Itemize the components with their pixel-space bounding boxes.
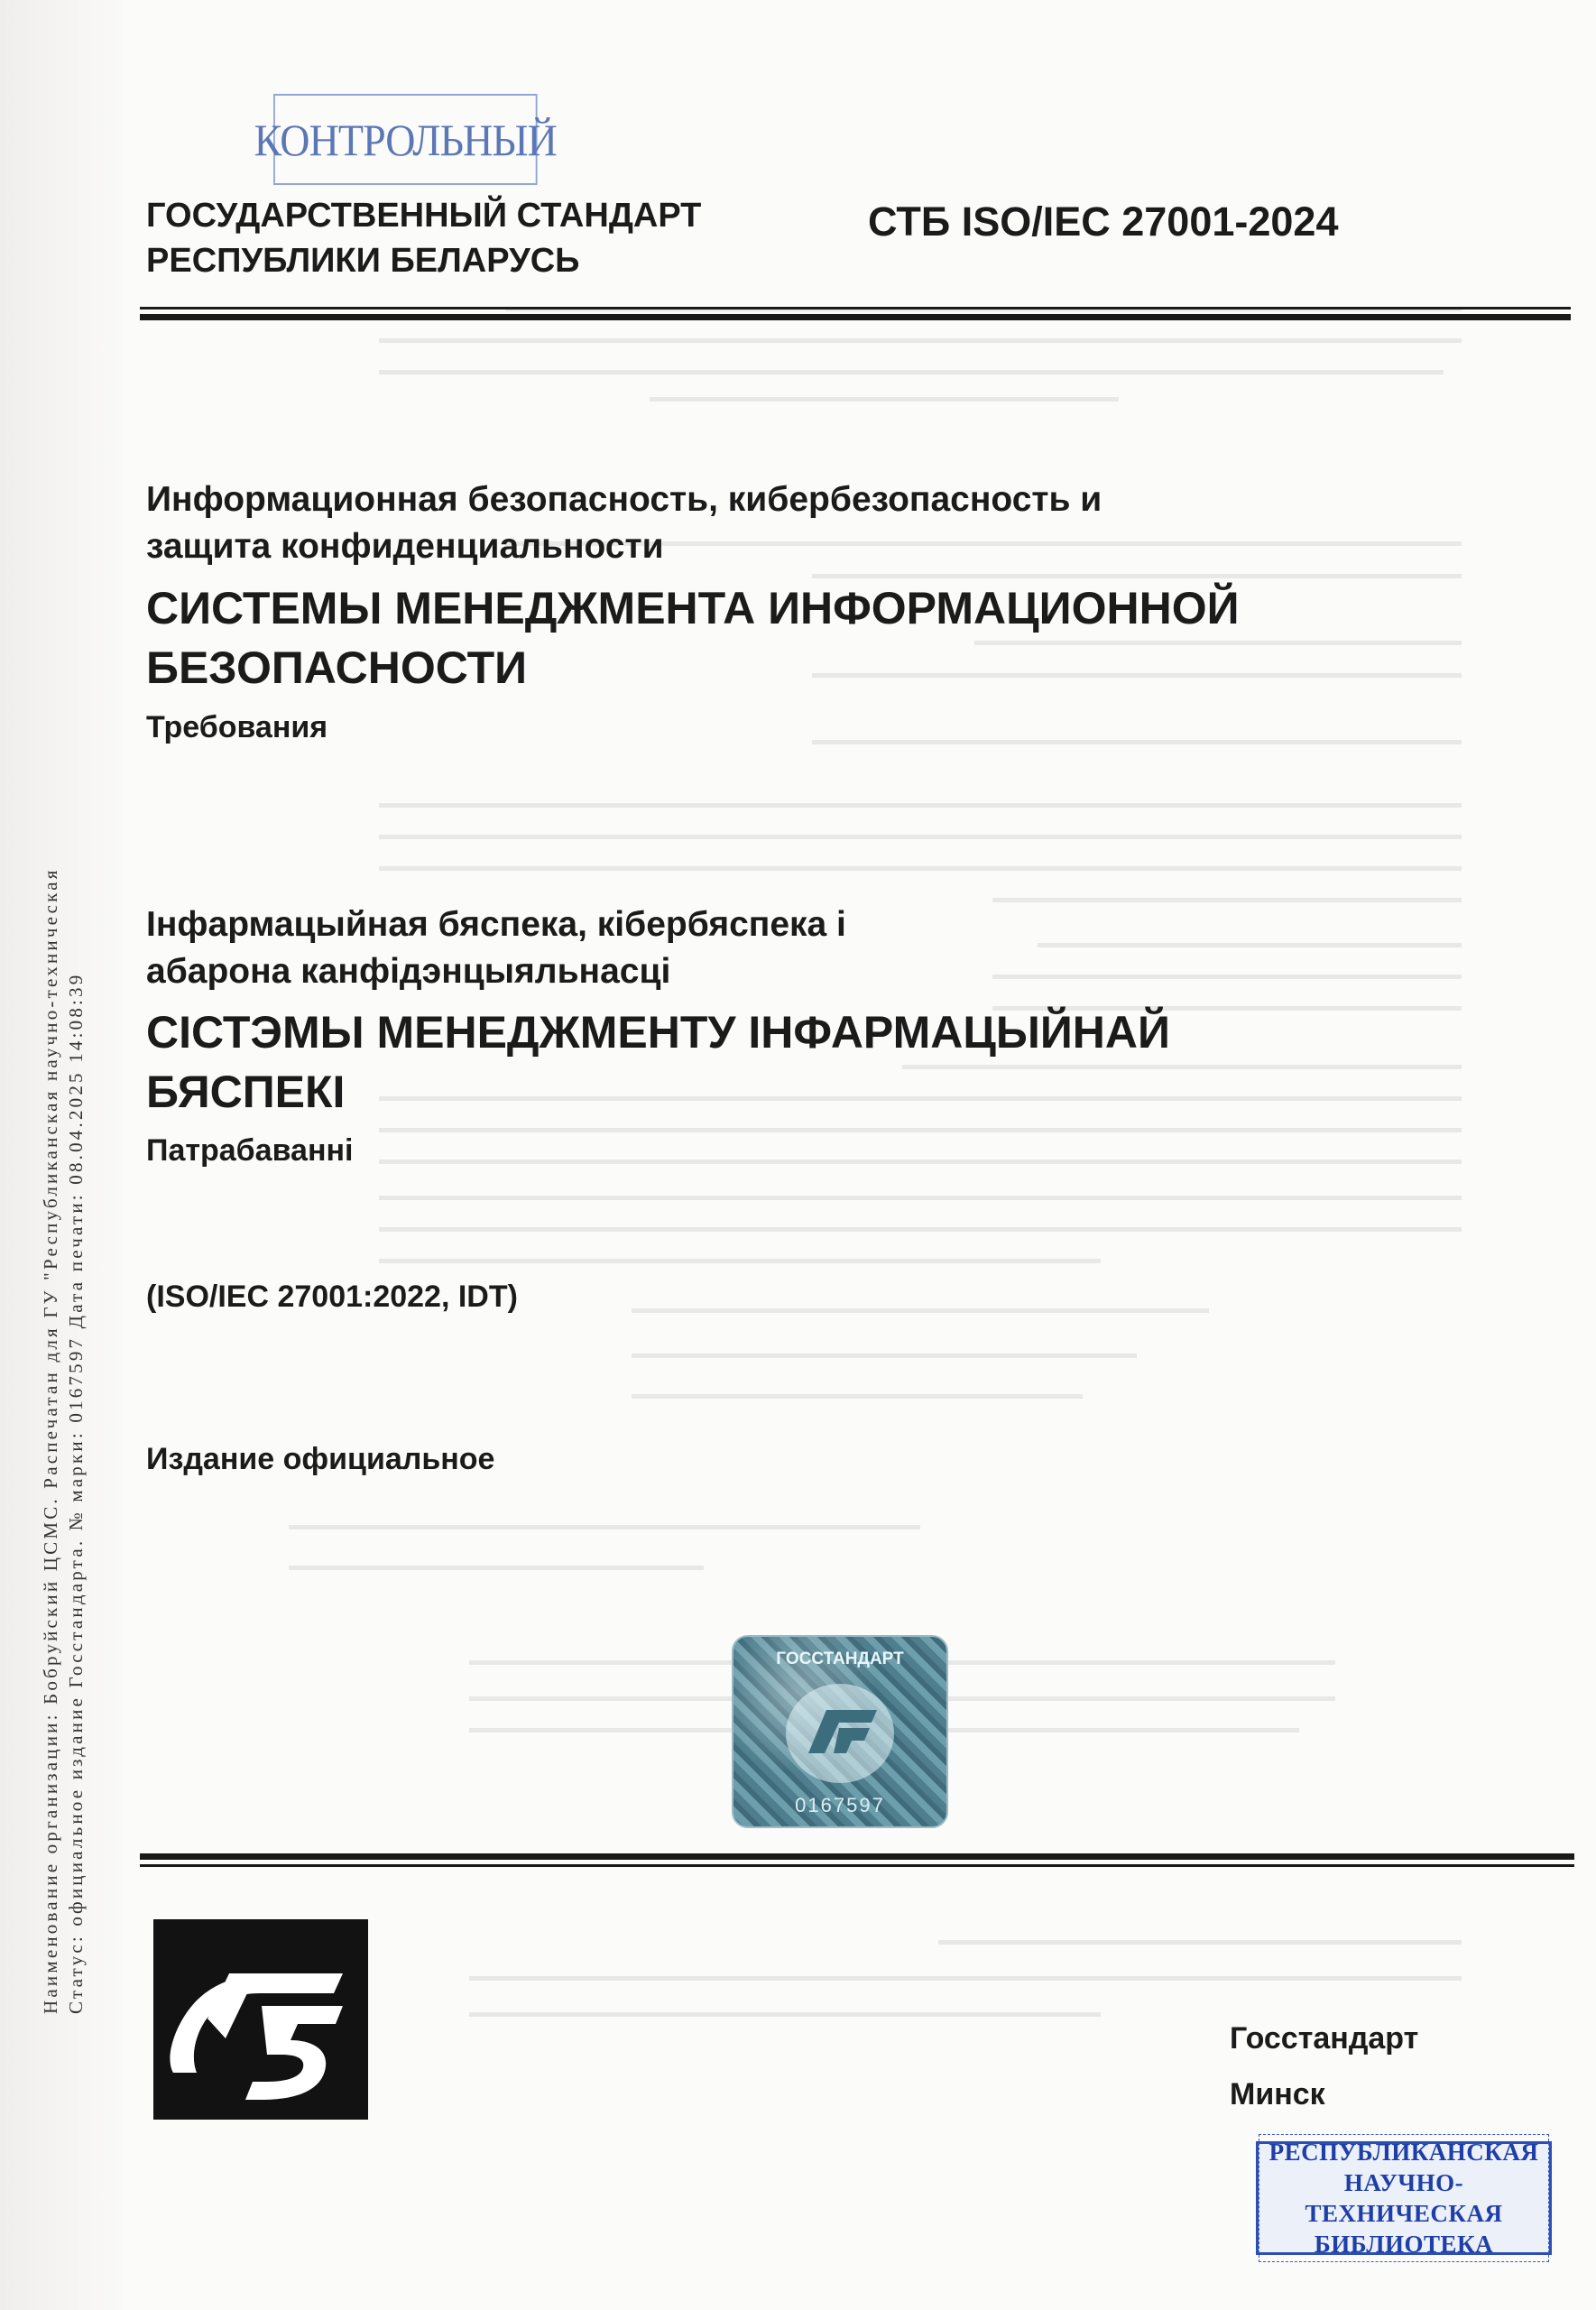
- iso-identity-note: (ISO/IEC 27001:2022, IDT): [146, 1280, 518, 1314]
- be-part: Патрабаванні: [146, 1133, 354, 1168]
- library-stamp: [1256, 2139, 1552, 2258]
- hologram-label: ГОССТАНДАРТ: [776, 1649, 904, 1668]
- hologram-logo-icon: [786, 1684, 894, 1783]
- header-rule-thick: [140, 314, 1571, 320]
- ru-subtitle: [146, 476, 1102, 570]
- library-stamp-line-1: РЕСПУБЛИКАНСКАЯ: [1268, 2139, 1539, 2166]
- footer-rule-thin: [140, 1864, 1574, 1867]
- control-stamp: КОНТРОЛЬНЫЙ: [273, 94, 538, 185]
- ru-part: Требования: [146, 710, 328, 744]
- header-rule-thin: [140, 307, 1571, 310]
- spine-info-line-2: Статус: официальное издание Госстандарта. № марки: 0167597 Дата печати: 08.04.2025 14:08:39: [65, 972, 87, 2014]
- be-subtitle: [146, 901, 846, 995]
- gosstandart-logo-icon: [153, 1919, 368, 2120]
- standard-number: СТБ ISO/IEC 27001-2024: [868, 199, 1339, 245]
- be-title: [146, 1003, 1170, 1122]
- ru-title-line-1: СИСТЕМЫ МЕНЕДЖМЕНТА ИНФОРМАЦИОННОЙ: [146, 583, 1240, 633]
- be-subtitle-line-1: Інфармацыйная бяспека, кібербяспека і: [146, 905, 846, 944]
- issuing-authority: [146, 193, 701, 283]
- issuing-authority-line-1: ГОСУДАРСТВЕННЫЙ СТАНДАРТ: [146, 197, 702, 235]
- hologram-sticker: [732, 1635, 948, 1828]
- ru-title: [146, 578, 1240, 698]
- spine-info-line-1: Наименование организации: Бобруйский ЦСМС. Распечатан для ГУ "Республиканская научно-техническая: [40, 867, 61, 2014]
- edition-note: Издание официальное: [146, 1442, 495, 1476]
- spine-strip: [0, 0, 122, 2310]
- library-stamp-line-2: НАУЧНО-ТЕХНИЧЕСКАЯ: [1305, 2169, 1503, 2227]
- hologram-number: 0167597: [795, 1794, 885, 1816]
- footer-rule-thick: [140, 1853, 1574, 1860]
- library-stamp-line-3: БИБЛИОТЕКА: [1314, 2231, 1494, 2258]
- ru-title-line-2: БЕЗОПАСНОСТИ: [146, 642, 528, 693]
- ru-subtitle-line-2: защита конфиденциальности: [146, 527, 664, 566]
- be-title-line-1: СІСТЭМЫ МЕНЕДЖМЕНТУ ІНФАРМАЦЫЙНАЙ: [146, 1007, 1170, 1058]
- publisher-name: Госстандарт: [1230, 2021, 1419, 2056]
- be-title-line-2: БЯСПЕКІ: [146, 1067, 346, 1117]
- ru-subtitle-line-1: Информационная безопасность, кибербезопасность и: [146, 480, 1102, 519]
- issuing-authority-line-2: РЕСПУБЛИКИ БЕЛАРУСЬ: [146, 242, 580, 280]
- be-subtitle-line-2: абарона канфідэнцыяльнасці: [146, 952, 671, 991]
- publisher-city: Минск: [1230, 2077, 1325, 2111]
